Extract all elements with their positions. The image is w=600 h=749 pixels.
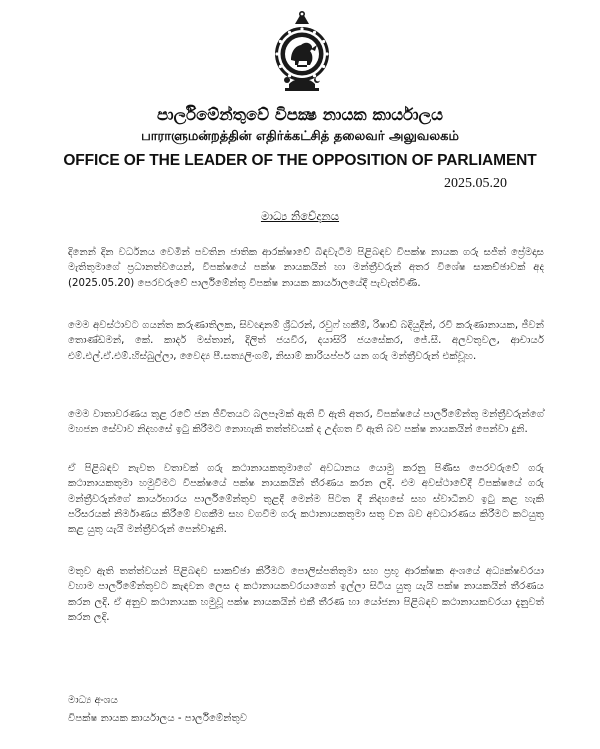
signature-office: විපක්ෂ නායක කාර්යාලය - පාර්ලිමේන්තුව <box>68 713 248 724</box>
office-title-english: OFFICE OF THE LEADER OF THE OPPOSITION OF PARLIAMENT <box>63 152 537 169</box>
subject-text: මාධ්‍ය නිවේදනය <box>260 209 340 223</box>
body-paragraph-4: ඒ පිළිබඳව නැවත වතාවක් ගරු කථානායකතුමාගේ අවධානය යොමු කරනු පිණිස පෙරවරුවේ ගරු කථානායකතුමා හමුවීමට විපක්ෂයේ පක්ෂ නායකයින් තීරණය කරන ලදි. එම අවස්ථාවේදී විපක්ෂයේ ගරු මන්ත්‍රීවරුන්ගේ කාර්යභාරය පාර්ලිමේන්තුව තුළදී මෙන්ම පිටත දී නිදහසේ සහ ස්වාධීනව ඉටු කළ හැකි පරිසරයක් නිර්මාණය කිරීමේ වගකීම සහ වගවීම ගරු කථානායකතුමා සතු වන බව අවධාරණය කිරීමට කටයුතු කළ යුතු යැයි මන්ත්‍රීවරුන් පෙන්වාදුනි. <box>68 463 544 536</box>
office-title-sinhala: පාර්ලිමේන්තුවේ විපක්‍ෂ නායක කාර්යාලය <box>156 105 443 124</box>
national-emblem-icon <box>273 8 331 98</box>
subject-heading <box>0 208 600 224</box>
body-paragraph-2: මෙම අවස්ථාවට ගයන්ත කරුණාතිලක, සිවඥානම් ශ්‍රීධරන්, රවුෆ් හකීම්, රිෂාඩ් බදියුදීන්, රවි කරුණානායක, ජීවන් තොණ්ඩමන්, කේ. කාදර් මස්තාන්, දිලිත් ජයවීර, දයාසිරි ජයසේකර, ජේ.සී. අලවතුවල, ආචාර්ය එම්.එල්.ඒ.එම්.හිස්බුල්ලා, වෛද්‍ය පී.සත්‍යලිංගම්, නිසාම් කාරියප්පර් යන ගරු මන්ත්‍රීවරුන් එක්වූහ. <box>68 320 544 362</box>
body-paragraph-5: මතුව ඇති තත්ත්වයන් පිළිබඳව සාකච්ඡා කිරීමට පොලිස්පතිතුමා සහ ප්‍රභූ ආරක්ෂක අංශයේ අධ්‍යක්ෂවරයා වහාම පාර්ලිමේන්තුවට කැඳවන ලෙස ද කථානායකවරයාගෙන් ඉල්ලා සිටිය යුතු යැයි පක්ෂ නායකයින් තීරණය කරන ලදි. ඒ අනුව කථානායක හමුවූ පක්ෂ නායකයින් එකී තීරණ හා යෝජනා පිළිබඳව කථානායකවරයා දැනුවත් කරන ලදි. <box>68 566 544 623</box>
body-paragraph-1: දිනෙන් දින වර්ධනය වෙමින් පවතින ජාතික ආරක්ෂාවේ බිඳවැටීම පිළිබඳව විපක්ෂ නායක ගරු සජිත් ප්‍රේමදාස මැතිතුමාගේ ප්‍රධානත්වයෙන්, විපක්ෂයේ පක්ෂ නායකයින් හා මන්ත්‍රීවරුන් අතර විශේෂ සාකච්ඡාවක් අද (2025.05.20) පෙරවරුවේ පාර්ලිමේන්තු විපක්ෂ නායක කාර්යාලයේදී පැවැත්විණි. <box>68 247 544 289</box>
release-date: 2025.05.20 <box>444 176 507 191</box>
signature-department: මාධ්‍ය අංශය <box>68 695 118 706</box>
body-paragraph-3: මෙම වාතාවරණය තුළ රටේ ජන ජීවිතයට බලපෑමක් ඇති වී ඇති අතර, විපක්ෂයේ පාර්ලිමේන්තු මන්ත්‍රීවරුන්ගේ මහජන සේවාව නිදහසේ ඉටු කිරීමට නොහැකි තත්ත්වයක් ද උද්ගත වී ඇති බව පක්ෂ නායකයින් පෙන්වා දුනි. <box>68 409 544 436</box>
office-title-tamil: பாராளுமன்றத்தின் எதிர்க்கட்சித் தலைவர் அலுவலகம் <box>141 129 459 144</box>
